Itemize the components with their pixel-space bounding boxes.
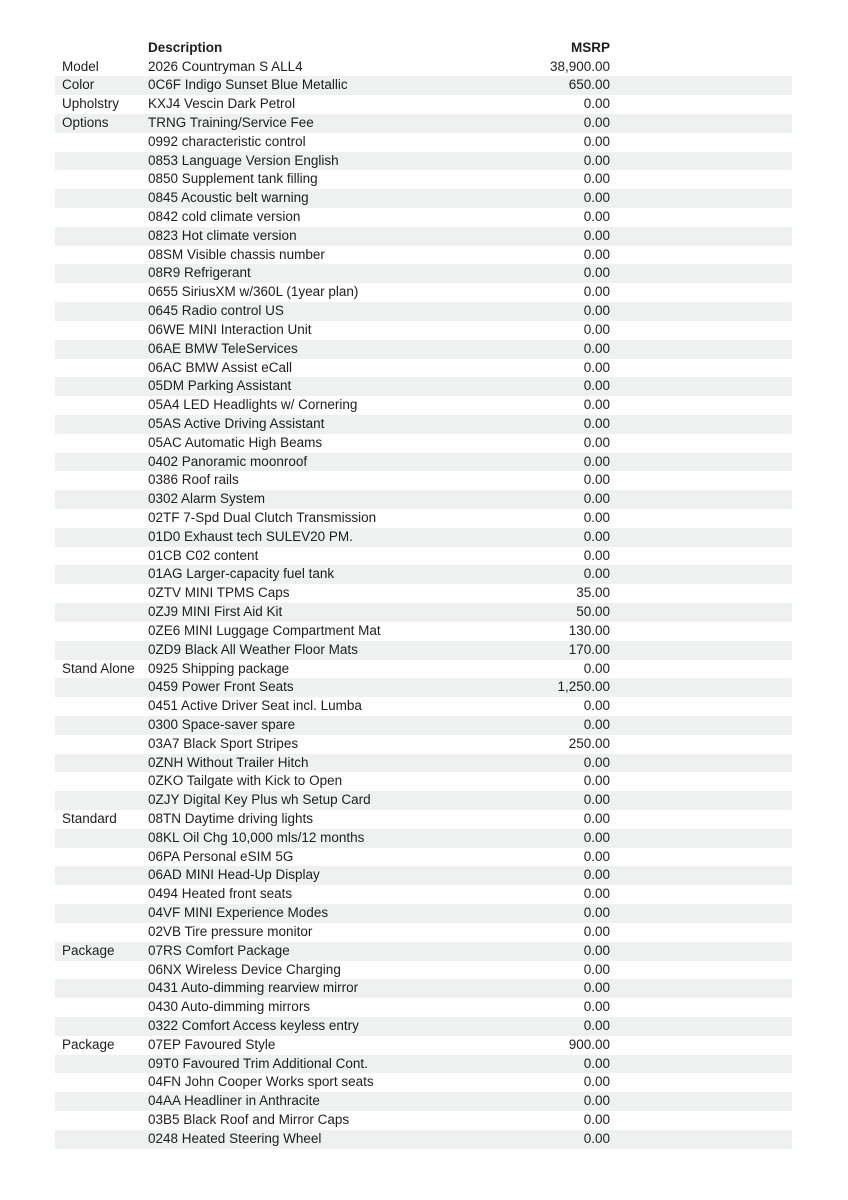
category-label: Standard: [62, 811, 117, 826]
table-row: [55, 340, 792, 359]
table-row: [55, 904, 792, 923]
description-cell: 05A4 LED Headlights w/ Cornering: [148, 397, 358, 413]
table-row: [55, 170, 792, 189]
description-cell: 0645 Radio control US: [148, 303, 284, 319]
table-row: [55, 415, 792, 434]
description-cell: 06AC BMW Assist eCall: [148, 359, 293, 375]
msrp-cell: 0.00: [583, 923, 610, 939]
description-cell: 0494 Heated front seats: [148, 886, 293, 902]
msrp-cell: 0.00: [583, 905, 610, 921]
description-cell: 04AA Headliner in Anthracite: [148, 1093, 320, 1109]
description-cell: 05AC Automatic High Beams: [148, 434, 323, 450]
description-cell: 06NX Wireless Device Charging: [148, 961, 341, 977]
msrp-cell: 0.00: [583, 246, 610, 262]
msrp-cell: 0.00: [583, 190, 610, 206]
description-cell: 07EP Favoured Style: [148, 1036, 276, 1052]
table-row: [55, 848, 792, 867]
description-cell: 0ZD9 Black All Weather Floor Mats: [148, 641, 358, 657]
category-label: Upholstry: [62, 96, 120, 112]
table-row: [55, 885, 792, 904]
msrp-cell: 0.00: [583, 773, 610, 789]
table-row: [55, 227, 792, 246]
msrp-cell: 0.00: [583, 829, 610, 845]
table-row: [55, 377, 792, 396]
table-row: [55, 208, 792, 227]
table-row: [55, 246, 792, 265]
description-cell: 01D0 Exhaust tech SULEV20 PM.: [148, 528, 353, 544]
msrp-cell: 0.00: [583, 434, 610, 450]
msrp-cell: 1,250.00: [557, 679, 610, 695]
msrp-cell: 170.00: [568, 641, 610, 657]
msrp-cell: 0.00: [583, 811, 610, 826]
description-cell: 06AD MINI Head-Up Display: [148, 867, 320, 883]
table-row: [55, 660, 792, 679]
category-label: Package: [62, 942, 115, 958]
msrp-cell: 35.00: [576, 585, 610, 601]
msrp-cell: 0.00: [583, 867, 610, 883]
description-cell: 04VF MINI Experience Modes: [148, 905, 329, 921]
msrp-cell: 0.00: [583, 114, 610, 130]
table-row: [55, 1073, 792, 1092]
table-row: [55, 772, 792, 791]
category-label: Options: [62, 114, 109, 130]
description-cell: 06WE MINI Interaction Unit: [148, 321, 312, 337]
msrp-cell: 0.00: [583, 472, 610, 488]
description-cell: 01CB C02 content: [148, 547, 259, 563]
description-cell: 0451 Active Driver Seat incl. Lumba: [148, 698, 362, 714]
description-cell: 0248 Heated Steering Wheel: [148, 1130, 322, 1146]
category-label: Color: [62, 77, 95, 93]
table-row: [55, 509, 792, 528]
description-cell: 05DM Parking Assistant: [148, 378, 292, 394]
msrp-cell: 38,900.00: [549, 58, 610, 74]
table-row: [55, 1130, 792, 1149]
description-cell: 03B5 Black Roof and Mirror Caps: [148, 1112, 350, 1127]
msrp-cell: 0.00: [583, 303, 610, 319]
msrp-cell: 0.00: [583, 528, 610, 544]
description-cell: 01AG Larger-capacity fuel tank: [148, 566, 335, 582]
table-row: [55, 1111, 792, 1130]
table-row: [55, 603, 792, 622]
table-row: [55, 264, 792, 283]
description-cell: 0ZE6 MINI Luggage Compartment Mat: [148, 622, 381, 638]
description-cell: 0ZTV MINI TPMS Caps: [148, 585, 290, 601]
msrp-cell: 0.00: [583, 284, 610, 300]
table-header-row: [55, 39, 792, 58]
description-cell: 0322 Comfort Access keyless entry: [148, 1017, 359, 1033]
category-label: Model: [62, 58, 99, 74]
table-row: [55, 866, 792, 885]
msrp-cell: 0.00: [583, 1112, 610, 1127]
table-row: [55, 829, 792, 848]
table-row: [55, 942, 792, 961]
description-cell: 06PA Personal eSIM 5G: [148, 848, 294, 864]
description-cell: 0845 Acoustic belt warning: [148, 190, 309, 206]
description-cell: 0386 Roof rails: [148, 472, 239, 488]
table-row: [55, 622, 792, 641]
description-cell: 02VB Tire pressure monitor: [148, 923, 313, 939]
table-row: [55, 133, 792, 152]
msrp-cell: 0.00: [583, 1055, 610, 1071]
table-row: [55, 321, 792, 340]
table-row: [55, 810, 792, 829]
table-row: [55, 735, 792, 754]
table-row: [55, 697, 792, 716]
table-row: [55, 565, 792, 584]
table-row: [55, 283, 792, 302]
description-cell: 0459 Power Front Seats: [148, 679, 294, 695]
msrp-cell: 0.00: [583, 415, 610, 431]
table-row: [55, 1092, 792, 1111]
msrp-cell: 0.00: [583, 227, 610, 243]
description-cell: 0655 SiriusXM w/360L (1year plan): [148, 284, 359, 300]
table-row: [55, 396, 792, 415]
msrp-cell: 0.00: [583, 1017, 610, 1033]
table-row: [55, 114, 792, 133]
msrp-cell: 0.00: [583, 133, 610, 149]
msrp-cell: 0.00: [583, 1074, 610, 1090]
msrp-cell: 0.00: [583, 378, 610, 394]
category-label: Stand Alone: [62, 660, 135, 676]
msrp-column-header: MSRP: [570, 40, 610, 55]
options-pricing-table: [55, 39, 792, 1149]
msrp-cell: 650.00: [568, 77, 610, 93]
table-row: [55, 1036, 792, 1055]
description-cell: 0850 Supplement tank filling: [148, 171, 318, 187]
msrp-cell: 0.00: [583, 716, 610, 732]
table-row: [55, 961, 792, 980]
msrp-cell: 0.00: [583, 792, 610, 808]
table-row: [55, 641, 792, 660]
description-cell: 03A7 Black Sport Stripes: [148, 735, 299, 751]
category-label: Package: [62, 1036, 115, 1052]
description-cell: 08TN Daytime driving lights: [148, 811, 314, 826]
table-row: [55, 716, 792, 735]
description-cell: KXJ4 Vescin Dark Petrol: [148, 96, 296, 112]
msrp-cell: 0.00: [583, 980, 610, 996]
description-cell: 08R9 Refrigerant: [148, 265, 251, 281]
table-row: [55, 584, 792, 603]
msrp-cell: 250.00: [568, 735, 610, 751]
msrp-cell: 0.00: [583, 660, 610, 676]
table-row: [55, 76, 792, 95]
description-cell: 0925 Shipping package: [148, 660, 290, 676]
description-cell: 08KL Oil Chg 10,000 mls/12 months: [148, 829, 365, 845]
msrp-cell: 0.00: [583, 265, 610, 281]
msrp-cell: 0.00: [583, 152, 610, 168]
description-cell: 0302 Alarm System: [148, 491, 266, 507]
table-row: [55, 189, 792, 208]
table-row: [55, 152, 792, 171]
description-cell: 0823 Hot climate version: [148, 227, 297, 243]
msrp-cell: 0.00: [583, 510, 610, 525]
msrp-cell: 0.00: [583, 340, 610, 356]
description-cell: 0ZJY Digital Key Plus wh Setup Card: [148, 792, 371, 808]
table-row: [55, 1055, 792, 1074]
description-cell: 07RS Comfort Package: [148, 942, 290, 958]
description-cell: 0430 Auto-dimming mirrors: [148, 999, 311, 1015]
table-row: [55, 528, 792, 547]
msrp-cell: 0.00: [583, 848, 610, 864]
msrp-cell: 0.00: [583, 942, 610, 958]
msrp-cell: 0.00: [583, 999, 610, 1015]
description-cell: TRNG Training/Service Fee: [148, 114, 314, 130]
description-cell: 09T0 Favoured Trim Additional Cont.: [148, 1055, 368, 1071]
msrp-cell: 0.00: [583, 321, 610, 337]
description-cell: 05AS Active Driving Assistant: [148, 415, 325, 431]
msrp-cell: 0.00: [583, 96, 610, 112]
description-cell: 0431 Auto-dimming rearview mirror: [148, 980, 359, 996]
msrp-cell: 0.00: [583, 547, 610, 563]
description-cell: 0ZNH Without Trailer Hitch: [148, 754, 309, 770]
msrp-cell: 0.00: [583, 754, 610, 770]
msrp-cell: 0.00: [583, 698, 610, 714]
description-column-header: Description: [148, 40, 223, 55]
table-row: [55, 754, 792, 773]
description-cell: 04FN John Cooper Works sport seats: [148, 1074, 374, 1090]
msrp-cell: 0.00: [583, 566, 610, 582]
msrp-cell: 0.00: [583, 491, 610, 507]
table-row: [55, 998, 792, 1017]
description-cell: 06AE BMW TeleServices: [148, 340, 298, 356]
msrp-cell: 0.00: [583, 209, 610, 224]
msrp-cell: 50.00: [576, 604, 610, 620]
description-cell: 0402 Panoramic moonroof: [148, 453, 308, 469]
table-row: [55, 95, 792, 114]
msrp-cell: 0.00: [583, 961, 610, 977]
table-row: [55, 58, 792, 77]
msrp-cell: 0.00: [583, 359, 610, 375]
table-row: [55, 359, 792, 378]
msrp-cell: 900.00: [568, 1036, 610, 1052]
description-cell: 0ZJ9 MINI First Aid Kit: [148, 604, 283, 620]
description-cell: 0ZKO Tailgate with Kick to Open: [148, 773, 343, 789]
msrp-cell: 130.00: [568, 622, 610, 638]
description-cell: 0C6F Indigo Sunset Blue Metallic: [148, 77, 348, 93]
description-cell: 0300 Space-saver spare: [148, 716, 296, 732]
description-cell: 0842 cold climate version: [148, 209, 301, 224]
msrp-cell: 0.00: [583, 453, 610, 469]
table-row: [55, 547, 792, 566]
table-row: [55, 471, 792, 490]
table-row: [55, 678, 792, 697]
description-cell: 08SM Visible chassis number: [148, 246, 325, 262]
description-cell: 02TF 7-Spd Dual Clutch Transmission: [148, 510, 377, 525]
table-row: [55, 1017, 792, 1036]
msrp-cell: 0.00: [583, 397, 610, 413]
msrp-cell: 0.00: [583, 1093, 610, 1109]
description-cell: 0853 Language Version English: [148, 152, 339, 168]
msrp-cell: 0.00: [583, 886, 610, 902]
table-rows: [55, 58, 792, 1149]
table-row: [55, 923, 792, 942]
table-row: [55, 434, 792, 453]
table-row: [55, 453, 792, 472]
msrp-cell: 0.00: [583, 171, 610, 187]
msrp-cell: 0.00: [583, 1130, 610, 1146]
description-cell: 2026 Countryman S ALL4: [148, 58, 303, 74]
description-cell: 0992 characteristic control: [148, 133, 306, 149]
table-row: [55, 302, 792, 321]
table-row: [55, 490, 792, 509]
table-row: [55, 791, 792, 810]
table-row: [55, 979, 792, 998]
